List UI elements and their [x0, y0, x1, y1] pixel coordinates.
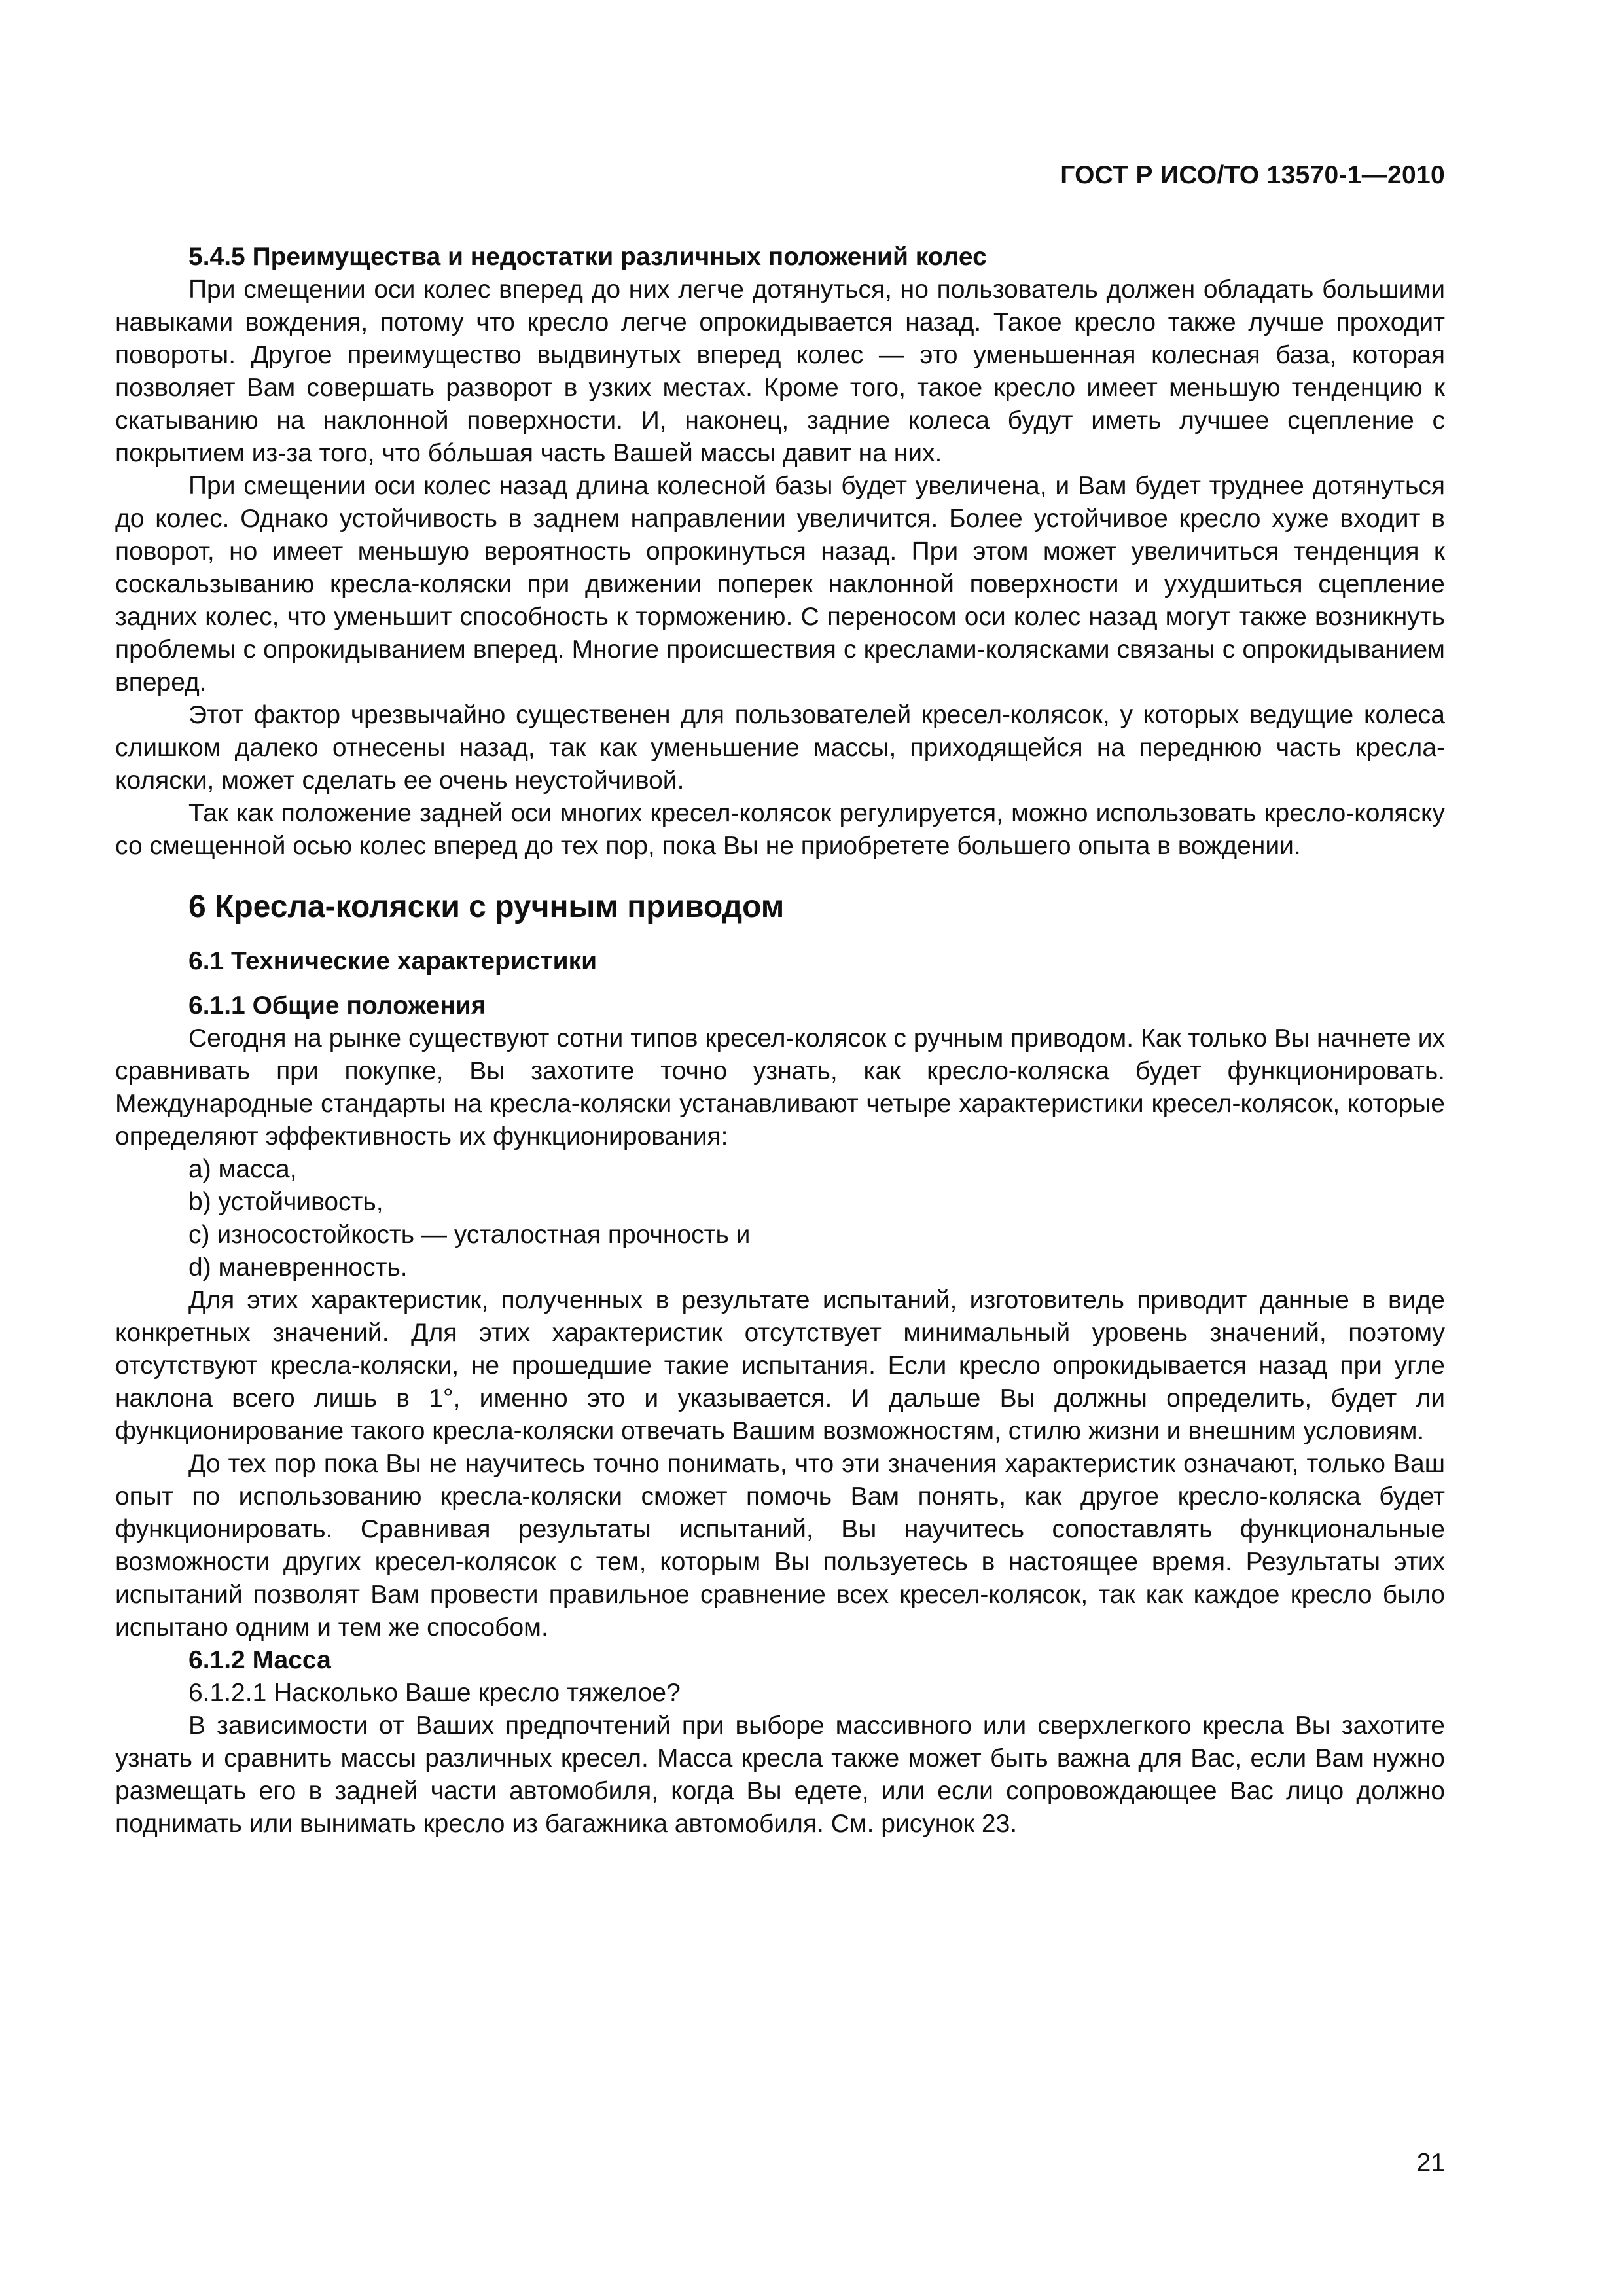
section-6-title: 6 Кресла-коляски с ручным приводом — [188, 889, 785, 924]
paragraph: При смещении оси колес назад длина колесной базы будет увеличена, и Вам будет труднее дотянуться до колес. Однако устойчивость в заднем направлении увеличится. Более устойчивое кресло хуже входит в поворот, но имеет меньшую вероятность опрокинуться назад. При этом может увеличиться тенденция к соскальзыванию кресла-коляски при движении поперек наклонной поверхности и ухудшиться сцепление задних колес, что уменьшит способность к торможению. С переносом оси колес назад могут также возникнуть проблемы с опрокидыванием вперед. Многие происшествия с креслами-колясками связаны с опрокидыванием вперед. — [115, 472, 1445, 696]
page-content — [115, 241, 1445, 1840]
list-item: b) устойчивость, — [188, 1188, 383, 1216]
heading-6-1-2: 6.1.2 Масса — [188, 1646, 331, 1674]
document-header: ГОСТ Р ИСО/ТО 13570-1—2010 — [1060, 161, 1445, 189]
paragraph: Так как положение задней оси многих кресел-колясок регулируется, можно использовать кресло-коляску со смещенной осью колес вперед до тех пор, пока Вы не приобретете большего опыта в вождении. — [115, 799, 1445, 860]
paragraph: Сегодня на рынке существуют сотни типов кресел-колясок с ручным приводом. Как только Вы начнете их сравнивать при покупке, Вы захотите точно узнать, как кресло-коляска будет функционировать. Международные стандарты на кресла-коляски устанавливают четыре характеристики кресел-колясок, которые определяют эффективность их функционирования: — [115, 1024, 1445, 1151]
heading-6-1-1: 6.1.1 Общие положения — [188, 992, 486, 1020]
list-item: c) износостойкость — усталостная прочность и — [188, 1221, 751, 1249]
list-item: d) маневренность. — [188, 1253, 408, 1282]
heading-5-4-5: 5.4.5 Преимущества и недостатки различных положений колес — [188, 243, 987, 271]
page-number: 21 — [1416, 2149, 1445, 2177]
document-page — [115, 0, 1445, 2296]
heading-6-1: 6.1 Технические характеристики — [188, 947, 597, 975]
paragraph: При смещении оси колес вперед до них легче дотянуться, но пользователь должен обладать большими навыками вождения, потому что кресло легче опрокидывается назад. Такое кресло также лучше проходит повороты. Другое преимущество выдвинутых вперед колес — это уменьшенная колесная база, которая позволяет Вам совершать разворот в узких местах. Кроме того, такое кресло имеет меньшую тенденцию к скатыванию на наклонной поверхности. И, наконец, задние колеса будут иметь лучшее сцепление с покрытием из-за того, что бóльшая часть Вашей массы давит на них. — [115, 276, 1445, 467]
paragraph: В зависимости от Ваших предпочтений при выборе массивного или сверхлегкого кресла Вы захотите узнать и сравнить массы различных кресел. Масса кресла также может быть важна для Вас, если Вам нужно размещать его в задней части автомобиля, когда Вы едете, или если сопровождающее Вас лицо должно поднимать или вынимать кресло из багажника автомобиля. См. рисунок 23. — [115, 1712, 1445, 1838]
paragraph: До тех пор пока Вы не научитесь точно понимать, что эти значения характеристик означают, только Ваш опыт по использованию кресла-коляски сможет помочь Вам понять, как другое кресло-коляска будет функционировать. Сравнивая результаты испытаний, Вы научитесь сопоставлять функциональные возможности других кресел-колясок с тем, которым Вы пользуетесь в настоящее время. Результаты этих испытаний позволят Вам провести правильное сравнение всех кресел-колясок, так как каждое кресло было испытано одним и тем же способом. — [115, 1450, 1445, 1641]
paragraph: Этот фактор чрезвычайно существенен для пользователей кресел-колясок, у которых ведущие колеса слишком далеко отнесены назад, так как уменьшение массы, приходящейся на переднюю часть кресла-коляски, может сделать ее очень неустойчивой. — [115, 701, 1445, 795]
heading-6-1-2-1: 6.1.2.1 Насколько Ваше кресло тяжелое? — [188, 1679, 681, 1707]
paragraph: Для этих характеристик, полученных в результате испытаний, изготовитель приводит данные в виде конкретных значений. Для этих характеристик отсутствует минимальный уровень значений, поэтому отсутствуют кресла-коляски, не прошедшие такие испытания. Если кресло опрокидывается назад при угле наклона всего лишь в 1°, именно это и указывается. И дальше Вы должны определить, будет ли функционирование такого кресла-коляски отвечать Вашим возможностям, стилю жизни и внешним условиям. — [115, 1286, 1445, 1445]
list-item: a) масса, — [188, 1155, 297, 1183]
